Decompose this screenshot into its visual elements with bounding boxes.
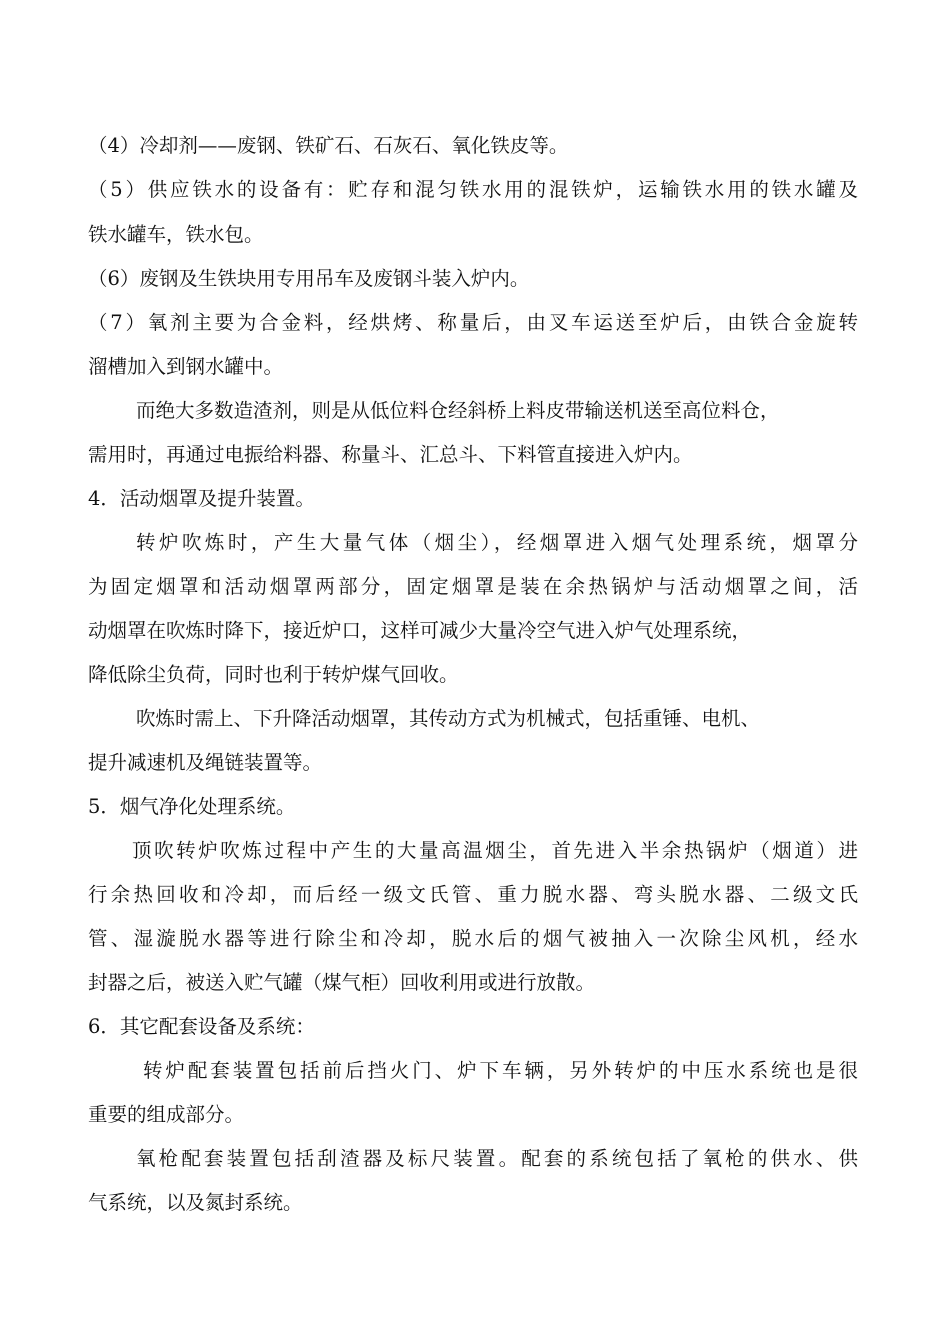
paragraph-hood-lift: 吹炼时需上、下升降活动烟罩，其传动方式为机械式，包括重锤、电机、	[136, 707, 761, 730]
paragraph-hood-cont-3: 降低除尘负荷，同时也利于转炉煤气回收。	[88, 663, 459, 686]
paragraph-hood-lift-cont: 提升减速机及绳链装置等。	[88, 751, 323, 774]
paragraph-converter-auxiliary: 转炉配套装置包括前后挡火门、炉下车辆，另外转炉的中压水系统也是很	[143, 1059, 858, 1082]
section-heading-5: 5．烟气净化处理系统。	[88, 795, 296, 818]
paragraph-hood-cont-1: 为固定烟罩和活动烟罩两部分，固定烟罩是装在余热锅炉与活动烟罩之间，活	[88, 575, 858, 598]
paragraph-hood: 转炉吹炼时，产生大量气体（烟尘），经烟罩进入烟气处理系统，烟罩分	[136, 531, 858, 554]
section-heading-6: 6．其它配套设备及系统：	[88, 1015, 315, 1038]
paragraph-gas-cleaning: 顶吹转炉吹炼过程中产生的大量高温烟尘，首先进入半余热锅炉（烟道）进	[132, 839, 858, 862]
list-item-coolant: （4）冷却剂——废钢、铁矿石、石灰石、氧化铁皮等。	[88, 134, 569, 157]
list-item-hot-metal-equipment-cont: 铁水罐车，铁水包。	[88, 223, 264, 246]
list-item-hot-metal-equipment: （5）供应铁水的设备有：贮存和混匀铁水用的混铁炉，运输铁水用的铁水罐及	[88, 178, 858, 201]
section-heading-4: 4．活动烟罩及提升装置。	[88, 487, 315, 510]
list-item-scrap-charging: （6）废钢及生铁块用专用吊车及废钢斗装入炉内。	[88, 267, 530, 290]
paragraph-hood-cont-2: 动烟罩在吹炼时降下，接近炉口，这样可减少大量冷空气进入炉气处理系统，	[88, 619, 752, 642]
list-item-alloy-cont: 溜槽加入到钢水罐中。	[88, 355, 284, 378]
paragraph-lance-auxiliary-cont: 气系统，以及氮封系统。	[88, 1191, 303, 1214]
paragraph-converter-auxiliary-cont: 重要的组成部分。	[88, 1103, 245, 1126]
paragraph-slag-agent-cont: 需用时，再通过电振给料器、称量斗、汇总斗、下料管直接进入炉内。	[88, 443, 693, 466]
paragraph-gas-cleaning-cont-2: 管、湿漩脱水器等进行除尘和冷却，脱水后的烟气被抽入一次除尘风机，经水	[88, 927, 858, 950]
paragraph-gas-cleaning-cont-1: 行余热回收和冷却，而后经一级文氏管、重力脱水器、弯头脱水器、二级文氏	[88, 883, 858, 906]
list-item-alloy: （7）氧剂主要为合金料，经烘烤、称量后，由叉车运送至炉后，由铁合金旋转	[88, 311, 858, 334]
paragraph-gas-cleaning-cont-3: 封器之后，被送入贮气罐（煤气柜）回收利用或进行放散。	[88, 971, 596, 994]
paragraph-slag-agent: 而绝大多数造渣剂，则是从低位料仓经斜桥上料皮带输送机送至高位料仓，	[136, 399, 780, 422]
paragraph-lance-auxiliary: 氧枪配套装置包括刮渣器及标尺装置。配套的系统包括了氧枪的供水、供	[136, 1147, 858, 1170]
